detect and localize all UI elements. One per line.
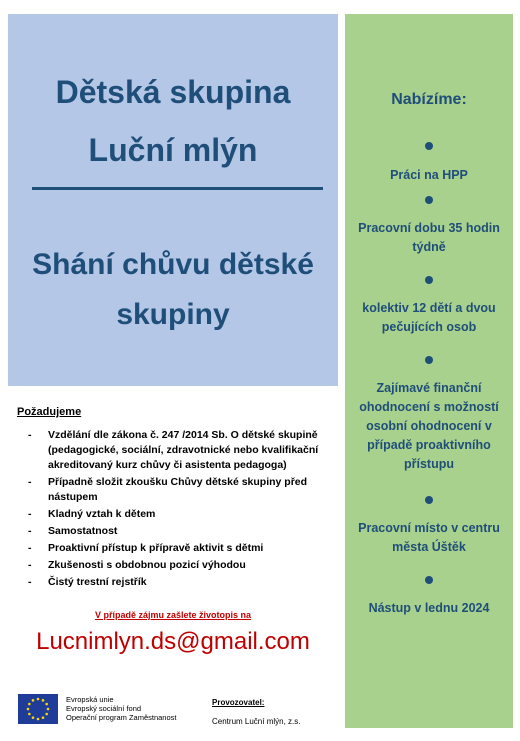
- eu-star: [27, 708, 30, 711]
- offer-item: [351, 219, 507, 257]
- requirement-text: Případně složit zkoušku Chůvy dětské skupiny před nástupem: [48, 476, 308, 503]
- offer-bullet: [425, 276, 433, 284]
- title-divider: [32, 187, 323, 190]
- offer-item-line: přístupu: [404, 457, 454, 471]
- requirement-item: [28, 558, 328, 573]
- requirement-item: [28, 475, 328, 505]
- dash-bullet: -: [28, 476, 32, 488]
- eu-star: [45, 703, 48, 706]
- offer-bullet: [425, 142, 433, 150]
- dash-bullet: -: [28, 559, 32, 571]
- offer-item: [351, 379, 507, 474]
- offer-item-line: osobní ohodnocení v: [366, 419, 492, 433]
- subtitle-line-1: Shání chůvu dětské: [32, 248, 314, 281]
- eu-star: [37, 718, 40, 721]
- offer-bullet: [425, 196, 433, 204]
- offer-item-line: Nástup v lednu 2024: [368, 601, 490, 615]
- dash-bullet: -: [28, 508, 32, 520]
- subtitle-line-2: skupiny: [116, 298, 230, 331]
- offer-item-line: případě proaktivního: [367, 438, 491, 452]
- offer-panel: [345, 14, 513, 728]
- eu-star: [32, 716, 35, 719]
- offer-bullet: [425, 576, 433, 584]
- offer-content: [345, 14, 513, 728]
- dash-bullet: -: [28, 429, 32, 441]
- eu-flag-stars: [18, 694, 58, 724]
- requirement-item: [28, 507, 328, 522]
- title-panel: [8, 14, 338, 386]
- eu-star: [28, 703, 31, 706]
- eu-star: [32, 699, 35, 702]
- requirement-text: Zkušenosti s obdobnou pozicí výhodou: [48, 559, 246, 571]
- offer-item: [351, 299, 507, 337]
- offer-item: [351, 519, 507, 557]
- offer-bullet: [425, 496, 433, 504]
- requirement-text: Proaktivní přístup k přípravě aktivit s dětmi: [48, 542, 264, 554]
- eu-star: [37, 698, 40, 701]
- eu-funding-text: [66, 695, 176, 722]
- offer-item-line: pečujících osob: [381, 320, 477, 334]
- offer-item-line: Zajímavé finanční: [376, 381, 482, 395]
- eu-star: [45, 713, 48, 716]
- requirement-item: [28, 428, 328, 473]
- dash-bullet: -: [28, 576, 32, 588]
- eu-line-1: Evropská unie: [66, 695, 114, 704]
- dash-bullet: -: [28, 542, 32, 554]
- eu-line-2: Evropský sociální fond: [66, 704, 142, 713]
- offer-heading: Nabízíme:: [391, 91, 467, 108]
- title-line-2: Luční mlýn: [88, 132, 258, 168]
- dash-bullet: -: [28, 525, 32, 537]
- subtitle: [8, 240, 338, 340]
- contact-email[interactable]: Lucnimlyn.ds@gmail.com: [36, 628, 310, 655]
- requirement-text: Kladný vztah k dětem: [48, 508, 156, 520]
- eu-star: [42, 716, 45, 719]
- requirement-text: Čistý trestní rejstřík: [48, 576, 147, 588]
- offer-item-line: města Úštěk: [392, 540, 466, 554]
- eu-line-3: Operační program Zaměstnanost: [66, 713, 177, 722]
- requirement-text: Samostatnost: [48, 525, 118, 537]
- offer-item: [351, 166, 507, 185]
- requirement-text: Vzdělání dle zákona č. 247 /2014 Sb. O dětské skupině (pedagogické, sociální, zdravotnické nebo kvalifikační akreditovaný kurz chůvy či asistenta pedagoga): [48, 429, 319, 471]
- offer-item: [351, 599, 507, 618]
- offer-item-line: Práci na HPP: [390, 168, 468, 182]
- eu-star: [42, 699, 45, 702]
- title-line-1: Dětská skupina: [55, 74, 291, 110]
- offer-item-line: Pracovní místo v centru: [358, 521, 500, 535]
- requirements-list: [28, 428, 328, 592]
- cv-note: V případě zájmu zašlete životopis na: [94, 610, 252, 620]
- eu-star: [47, 708, 50, 711]
- requirement-item: [28, 541, 328, 556]
- requirements-heading: Požadujeme: [17, 406, 82, 418]
- requirement-item: [28, 575, 328, 590]
- offer-item-line: týdně: [412, 240, 446, 254]
- offer-item-line: Pracovní dobu 35 hodin: [358, 221, 500, 235]
- offer-item-line: kolektiv 12 dětí a dvou: [362, 301, 496, 315]
- operator-label: Provozovatel:: [212, 698, 265, 707]
- offer-bullet: [425, 356, 433, 364]
- offer-item-line: ohodnocení s možností: [359, 400, 499, 414]
- eu-star: [28, 713, 31, 716]
- eu-flag-icon: [18, 694, 58, 724]
- operator-value: Centrum Luční mlýn, z.s.: [212, 717, 301, 726]
- requirement-item: [28, 524, 328, 539]
